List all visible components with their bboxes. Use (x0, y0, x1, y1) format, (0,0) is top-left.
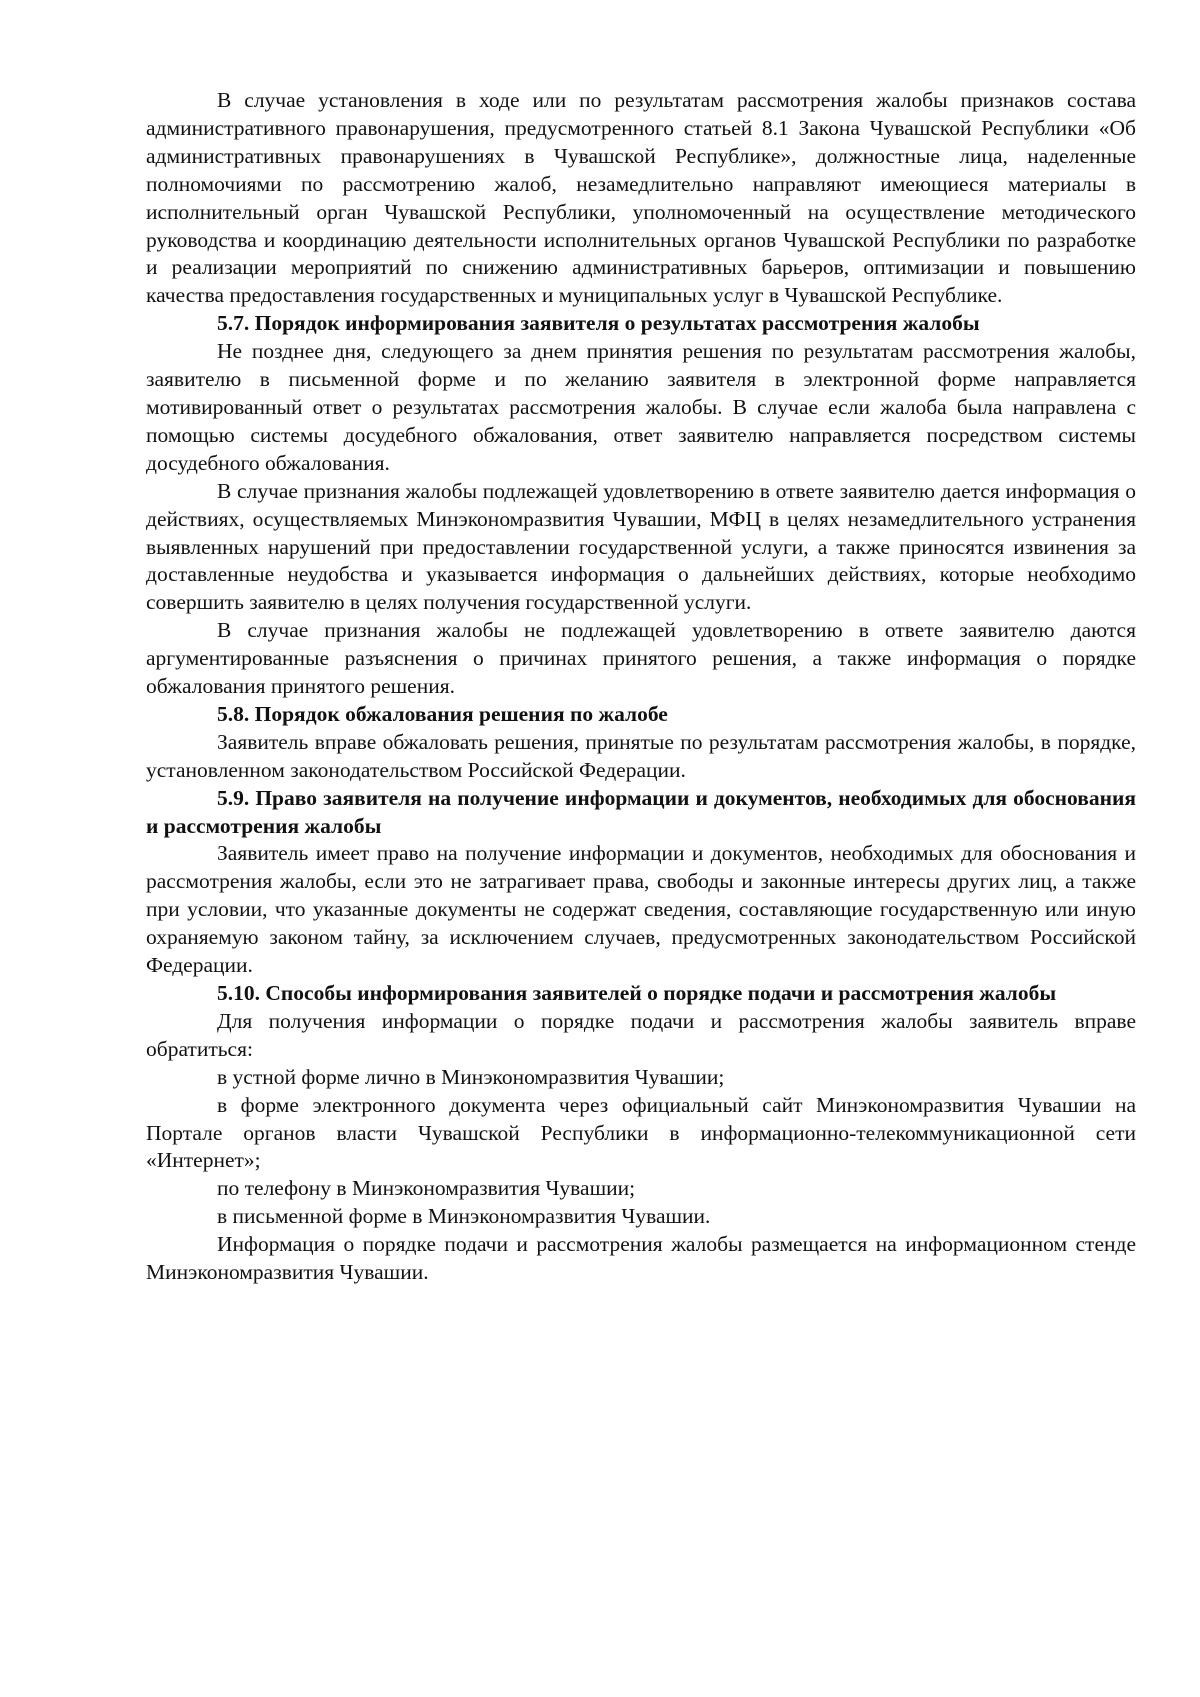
paragraph-5-10-info-stand: Информация о порядке подачи и рассмотрения жалобы размещается на информационном стенде Минэкономразвития Чувашии. (146, 1232, 1136, 1285)
section-heading-5-10: 5.10. Способы информирования заявителей о порядке подачи и рассмотрения жалобы (217, 981, 1057, 1005)
paragraph-5-9-1: Заявитель имеет право на получение информации и документов, необходимых для обоснования и рассмотрения жалобы, если это не затрагивает права, свободы и законные интересы других лиц, а также при условии, что указанные документы не содержат сведения, составляющие государственную или иную охраняемую законом тайну, за исключением случаев, предусмотренных законодательством Российской Федерации. (146, 841, 1136, 978)
paragraph-administrative-offense: В случае установления в ходе или по результатам рассмотрения жалобы признаков состава административного правонарушения, предусмотренного статьей 8.1 Закона Чувашской Республики «Об административных правонарушениях в Чувашской Республике», должностные лица, наделенные полномочиями по рассмотрению жалоб, незамедлительно направляют имеющиеся материалы в исполнительный орган Чувашской Республики, уполномоченный на осуществление методического руководства и координацию деятельности исполнительных органов Чувашской Республики по разработке и реализации мероприятий по снижению административных барьеров, оптимизации и повышению качества предоставления государственных и муниципальных услуг в Чувашской Республике. (146, 88, 1136, 308)
section-heading-5-7: 5.7. Порядок информирования заявителя о результатах рассмотрения жалобы (217, 311, 980, 336)
document-page (146, 87, 1136, 1287)
list-item-electronic-document: в форме электронного документа через официальный сайт Минэкономразвития Чувашии на Портале органов власти Чувашской Республики в информационно-телекоммуникационной сети «Интернет»; (146, 1092, 1136, 1173)
list-item-written-form: в письменной форме в Минэкономразвития Чувашии. (217, 1204, 711, 1229)
paragraph-5-7-2: В случае признания жалобы подлежащей удовлетворению в ответе заявителю дается информация о действиях, осуществляемых Минэкономразвития Чувашии, МФЦ в целях незамедлительного устранения выявленных нарушений при предоставлении государственной услуги, а также приносятся извинения за доставленные неудобства и указывается информация о дальнейших действиях, которые необходимо совершить заявителю в целях получения государственной услуги. (146, 478, 1136, 615)
section-heading-5-8: 5.8. Порядок обжалования решения по жалобе (217, 701, 668, 726)
paragraph-5-8-1: Заявитель вправе обжаловать решения, принятые по результатам рассмотрения жалобы, в порядке, установленном законодательством Российской Федерации. (146, 729, 1136, 782)
paragraph-5-10-1: Для получения информации о порядке подачи и рассмотрения жалобы заявитель вправе обратиться: (146, 1008, 1136, 1061)
paragraph-5-7-3: В случае признания жалобы не подлежащей удовлетворению в ответе заявителю даются аргументированные разъяснения о причинах принятого решения, а также информация о порядке обжалования принятого решения. (146, 618, 1136, 699)
section-heading-5-9: 5.9. Право заявителя на получение информации и документов, необходимых для обоснования и рассмотрения жалобы (146, 785, 1136, 838)
list-item-telephone: по телефону в Минэкономразвития Чувашии; (217, 1176, 636, 1201)
paragraph-5-7-1: Не позднее дня, следующего за днем принятия решения по результатам рассмотрения жалобы, заявителю в письменной форме и по желанию заявителя в электронной форме направляется мотивированный ответ о результатах рассмотрения жалобы. В случае если жалоба была направлена с помощью системы досудебного обжалования, ответ заявителю направляется посредством системы досудебного обжалования. (146, 339, 1136, 475)
list-item-oral-form: в устной форме лично в Минэкономразвития Чувашии; (217, 1064, 725, 1089)
